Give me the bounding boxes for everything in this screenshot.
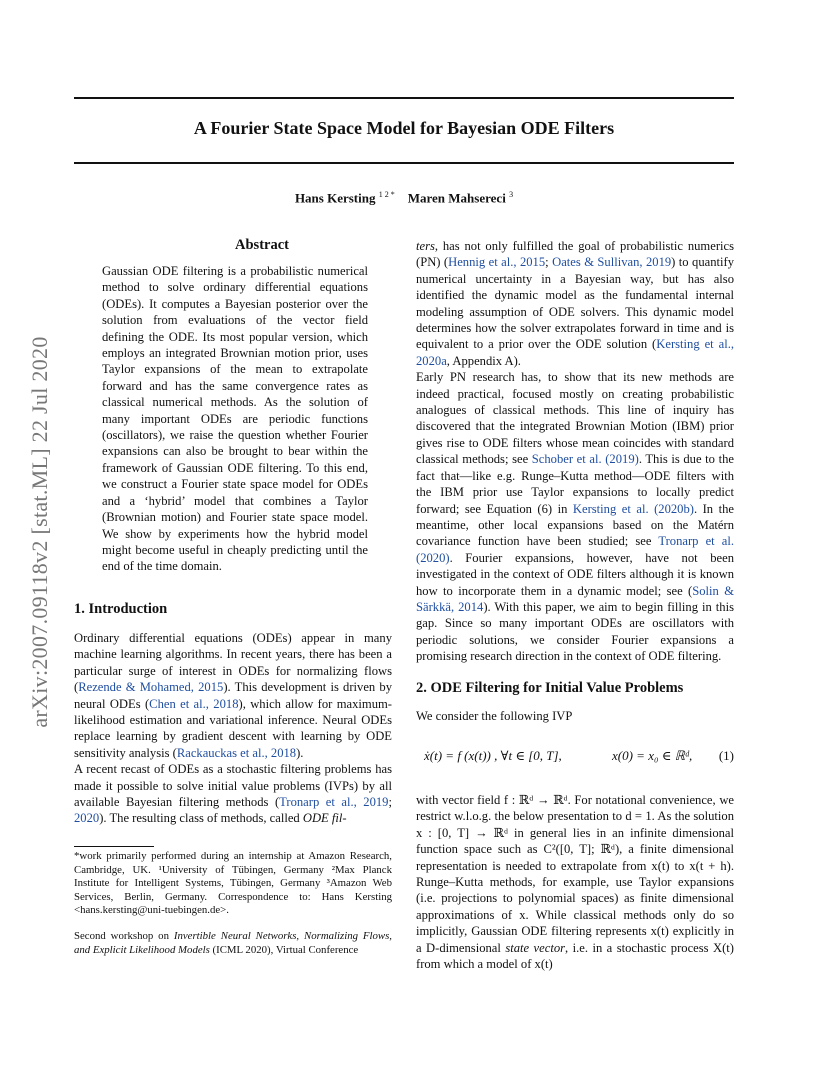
citation-link[interactable]: Tronarp et al., 2019 <box>279 795 389 810</box>
section-heading-introduction: 1. Introduction <box>74 601 168 617</box>
footnote-affiliations <box>74 850 392 918</box>
equation-initial-condition: x(0) = x₀ ∈ ℝᵈ, <box>612 748 693 763</box>
footnote-rule <box>74 846 154 847</box>
arxiv-identifier: arXiv:2007.09118v2 [stat.ML] 22 Jul 2020 <box>27 336 52 728</box>
citation-link[interactable]: Chen et al., 2018 <box>149 696 239 711</box>
citation-link[interactable]: Tronarp et al. (2020) <box>416 534 734 565</box>
paragraph: Early PN research has, to show that its new methods are indeed practical, focused mostly on creating probabilistic analogues of classical methods. This line of inquiry has discovered that the integrated Brownian Motion (IBM) prior gives rise to ODE filters whose mean coincides with standard classical methods; see Schober et al. (2019). This is due to the fact that—like e.g. Runge–Kutta method—ODE filters with the IBM prior use Taylor expansions to locally predict forward; see Equation (6) in Kersting et al. (2020b). In the meantime, other local expansions based on the Matérn covariance function have been studied; see Tronarp et al. (2020). Fourier expansions, however, have not been investigated in the context of ODE filters although it is known how to incorporate them in a dynamic model; see (Solin & Särkkä, 2014). With this paper, we aim to begin filling in this gap. Since so many important ODEs are oscillators with periodic solutions, we consider Fourier expansions a promising research direction in the context of ODE filtering. <box>416 370 734 664</box>
author-marks: 3 <box>509 190 514 199</box>
top-rule <box>74 97 734 99</box>
citation-link[interactable]: Hennig et al., 2015 <box>448 255 546 270</box>
citation-link[interactable]: Kersting et al. (2020b) <box>572 501 694 516</box>
workshop-text: Second workshop on Invertible Neural Networks, Normalizing Flows, and Explicit Likelihood Models (ICML 2020), Virtual Conference <box>74 930 393 956</box>
paragraph: A recent recast of ODEs as a stochastic filtering problems has made it possible to solve initial value problems (IVPs) by all available Bayesian filtering methods (Tronarp et al., 2019; 2020). The resulting class of methods, called ODE fil- <box>74 762 392 826</box>
introduction-text <box>74 630 392 827</box>
footnote-workshop <box>74 930 392 957</box>
title-rule <box>74 162 734 164</box>
citation-link[interactable]: Schober et al. (2019) <box>531 452 639 467</box>
citation-link[interactable]: Oates & Sullivan, 2019 <box>552 255 672 270</box>
author-line <box>74 190 734 206</box>
abstract-text: Gaussian ODE filtering is a probabilistic numerical method to solve ordinary differential equations (ODEs). It computes a Bayesian posterior over the solution from evaluations of the vector field defining the ODE. Its most popular version, which employs an integrated Brownian motion prior, uses Taylor expansions of the mean to extrapolate forward and has the same convergence rates as classical numerical methods. As the solution of many important ODEs are periodic functions (oscillators), we raise the question whether Fourier expansions can also be brought to bear within the framework of Gaussian ODE filtering. To this end, we construct a Fourier state space model for ODEs and a ‘hybrid’ model that combines a Taylor (Brownian motion) and Fourier state space model. We show by experiments how the hybrid model might become useful in cheaply predicting until the end of the time domain. <box>102 264 368 574</box>
paragraph: ters, has not only fulfilled the goal of probabilistic numerics (PN) (Hennig et al., 2015; Oates & Sullivan, 2019) to quantify numerical uncertainty in a Bayesian way, but has also identified the dynamic model as the fundamental internal modeling assumption of ODE solvers. This dynamic model determines how the solver extrapolates forward in time and is equivalent to a prior over the ODE solution (Kersting et al., 2020a, Appendix A). <box>416 239 734 368</box>
section2-text <box>416 792 734 972</box>
affiliations-text: *work primarily performed during an internship at Amazon Research, Cambridge, UK. ¹University of Tübingen, Germany ²Max Planck Institute for Intelligent Systems, Tübingen, Germany ³Amazon Web Services, Berlin, Germany. Correspondence to: Hans Kersting <hans.kersting@uni-tuebingen.de>. <box>74 850 392 917</box>
paragraph: Ordinary differential equations (ODEs) appear in many machine learning algorithms. In recent years, there has been a particular surge of interest in ODEs for normalizing flows (Rezende & Mohamed, 2015). This development is driven by neural ODEs (Chen et al., 2018), which allow for maximum-likelihood estimation and variational inference. Neural ODEs replace learning by gradient descent with learning by ODE sensitivity analysis (Rackauckas et al., 2018). <box>74 631 392 760</box>
right-column-text <box>416 238 734 665</box>
section-heading-ode-filtering: 2. ODE Filtering for Initial Value Problems <box>416 680 684 696</box>
citation-link[interactable]: Rezende & Mohamed, 2015 <box>78 680 224 695</box>
paper-title: A Fourier State Space Model for Bayesian ODE Filters <box>193 118 615 138</box>
citation-link[interactable]: Rackauckas et al., 2018 <box>176 745 297 760</box>
author-name: Hans Kersting <box>294 190 376 206</box>
equation-1 <box>416 748 734 768</box>
equation-lhs: ẋ(t) = f (x(t)) , ∀t ∈ [0, T], <box>424 748 562 763</box>
citation-link[interactable]: 2020 <box>74 811 100 826</box>
section2-intro <box>416 708 734 724</box>
paragraph: We consider the following IVP <box>416 709 573 723</box>
paragraph: with vector field f : ℝᵈ → ℝᵈ. For notational convenience, we restrict w.l.o.g. the below presentation to d = 1. As the solution x : [0, T] → ℝᵈ in general lies in an infinite dimensional function space such as C²([0, T]; ℝᵈ), a finite dimensional representation is needed to extrapolate from x(t) to x(t + h). Runge–Kutta methods, for example, use Taylor expansions (i.e. projections to polynomial spaces) as finite dimensional approximations of x. While classical methods only do so implicitly, Gaussian ODE filtering represents x(t) explicitly in a D-dimensional state vector, i.e. in a stochastic process X(t) from which a model of x(t) <box>416 793 734 972</box>
author-name: Maren Mahsereci <box>407 190 506 206</box>
equation-number: (1) <box>718 748 734 763</box>
author-marks: 1 2 * <box>378 190 395 199</box>
arxiv-sidebar <box>22 292 58 772</box>
citation-link[interactable]: Kersting et al., 2020a <box>416 337 734 368</box>
abstract-body <box>102 263 368 575</box>
abstract-heading: Abstract <box>235 237 289 253</box>
citation-link[interactable]: Solin & Särkkä, 2014 <box>416 583 734 614</box>
